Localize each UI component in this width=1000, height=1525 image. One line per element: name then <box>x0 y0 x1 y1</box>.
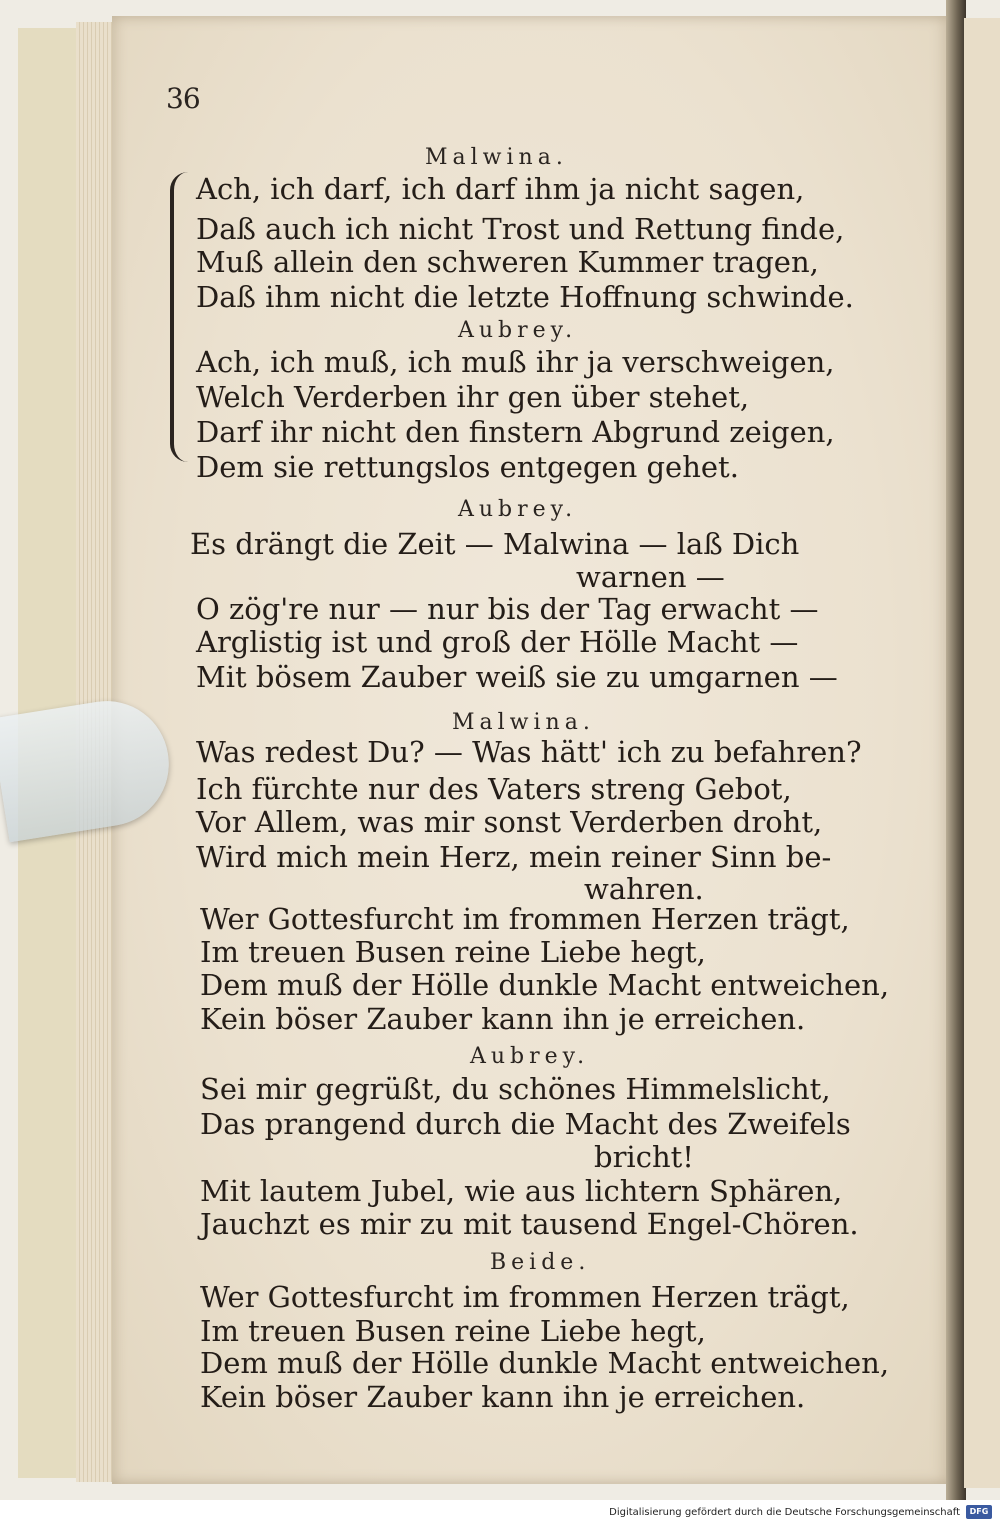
verse-line: Es drängt die Zeit — Malwina — laß Dich <box>190 527 800 561</box>
verse-line: Ich fürchte nur des Vaters streng Gebot, <box>196 772 792 806</box>
verse-line: Wer Gottesfurcht im frommen Herzen trägt, <box>200 1280 850 1314</box>
verse-line: Mit lautem Jubel, wie aus lichtern Sphären, <box>200 1174 843 1208</box>
speaker-heading: Malwina. <box>452 710 595 735</box>
verse-line: Mit bösem Zauber weiß sie zu umgarnen — <box>196 660 838 694</box>
speaker-heading: Malwina. <box>425 145 568 170</box>
verse-line: Kein böser Zauber kann ihn je erreichen. <box>200 1380 806 1414</box>
digitization-credit: Digitalisierung gefördert durch die Deutsche Forschungsgemeinschaft <box>609 1507 960 1518</box>
speaker-heading: Beide. <box>490 1250 591 1275</box>
verse-line: Ach, ich darf, ich darf ihm ja nicht sagen, <box>196 172 805 206</box>
verse-line: Wird mich mein Herz, mein reiner Sinn be- <box>196 840 832 874</box>
verse-line: Jauchzt es mir zu mit tausend Engel-Chören. <box>200 1207 859 1241</box>
verse-line: bricht! <box>594 1140 694 1174</box>
verse-line: Darf ihr nicht den finstern Abgrund zeigen, <box>196 415 835 449</box>
verse-line: Wer Gottesfurcht im frommen Herzen trägt, <box>200 902 850 936</box>
verse-line: Muß allein den schweren Kummer tragen, <box>196 245 819 279</box>
verse-line: Daß auch ich nicht Trost und Rettung finde, <box>196 212 845 246</box>
verse-line: Ach, ich muß, ich muß ihr ja verschweigen, <box>196 345 835 379</box>
verse-line: Dem muß der Hölle dunkle Macht entweichen, <box>200 1346 890 1380</box>
verse-line: warnen — <box>576 560 725 594</box>
verse-line: Das prangend durch die Macht des Zweifels <box>200 1107 851 1141</box>
speaker-heading: Aubrey. <box>458 318 578 343</box>
page-number: 36 <box>166 82 200 115</box>
verse-line: Im treuen Busen reine Liebe hegt, <box>200 1314 706 1348</box>
verse-line: Daß ihm nicht die letzte Hoffnung schwinde. <box>196 280 854 314</box>
verse-line: Was redest Du? — Was hätt' ich zu befahren? <box>196 735 862 769</box>
dfg-logo-icon: DFG <box>966 1505 992 1519</box>
verse-line: Kein böser Zauber kann ihn je erreichen. <box>200 1002 806 1036</box>
verse-line: Vor Allem, was mir sonst Verderben droht, <box>196 805 823 839</box>
verse-line: Arglistig ist und groß der Hölle Macht — <box>196 625 799 659</box>
verse-line: wahren. <box>584 872 704 906</box>
verse-line: O zög're nur — nur bis der Tag erwacht — <box>196 592 819 626</box>
speaker-heading: Aubrey. <box>470 1044 590 1069</box>
verse-line: Im treuen Busen reine Liebe hegt, <box>200 935 706 969</box>
verse-line: Welch Verderben ihr gen über stehet, <box>196 380 750 414</box>
verse-line: Dem sie rettungslos entgegen gehet. <box>196 450 739 484</box>
verse-line: Sei mir gegrüßt, du schönes Himmelslicht, <box>200 1072 831 1106</box>
verse-line: Dem muß der Hölle dunkle Macht entweichen, <box>200 968 890 1002</box>
speaker-heading: Aubrey. <box>458 497 578 522</box>
